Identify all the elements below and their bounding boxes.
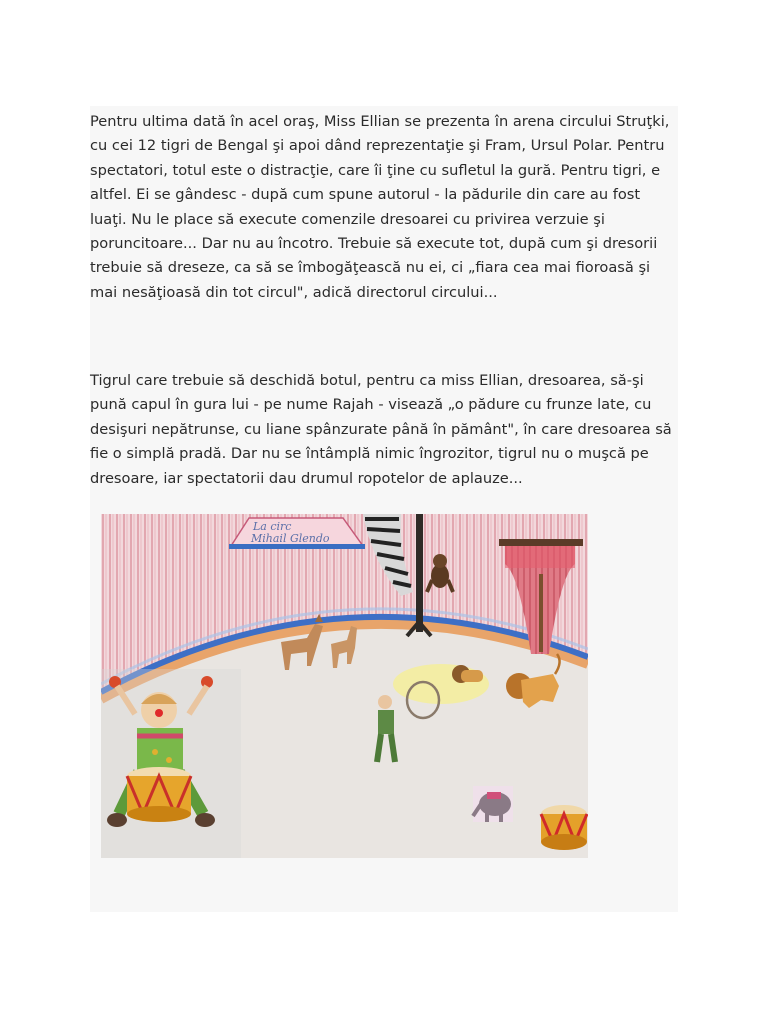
signature: Mihail Glendo xyxy=(251,532,330,545)
drum-right xyxy=(541,805,587,850)
document-page xyxy=(90,106,678,912)
circus-sign xyxy=(229,518,365,549)
paragraph-1: Pentru ultima dată în acel oraş, Miss Ellian se prezenta în arena circului Struţki, cu cei 12 tigri de Bengal şi apoi dând reprezentaţie şi Fram, Ursul Polar. Pentru spectatori, totul este o distracţie, care îi ţine cu sufletul la gură. Pentru tigri, e altfel. Ei se gândesc - după cum spune autorul - la pădurile din care au fost luaţi. Nu le place să execute comenzile dresoarei cu privirea verzuie şi poruncitoare... Dar nu au încotro. Trebuie să execute tot, după cum şi dresorii trebuie să dreseze, ca să se îmbogăţească nu ei, ci „fiara cea mai fioroasă şi mai nesăţioasă din tot circul", adică directorul circului... xyxy=(90,113,670,301)
circus-drawing xyxy=(101,514,588,858)
clown-drum xyxy=(127,767,191,822)
paragraph-2: Tigrul care trebuie să deschidă botul, pentru ca miss Ellian, dresoarea, să-şi pună capul în gura lui - pe nume Rajah - visează „o pădure cu frunze late, cu desişuri nepătrunse, cu liane spânzurate până în pământ", în care dresoarea să fie o simplă pradă. Dar nu se întâmplă nimic îngrozitor, tigrul nu o muşcă pe dresoare, iar spectatorii dau drumul ropotelor de aplauze... xyxy=(90,372,672,487)
sign-title: La circ xyxy=(253,520,292,533)
elephant xyxy=(473,786,513,822)
clown xyxy=(101,669,241,858)
